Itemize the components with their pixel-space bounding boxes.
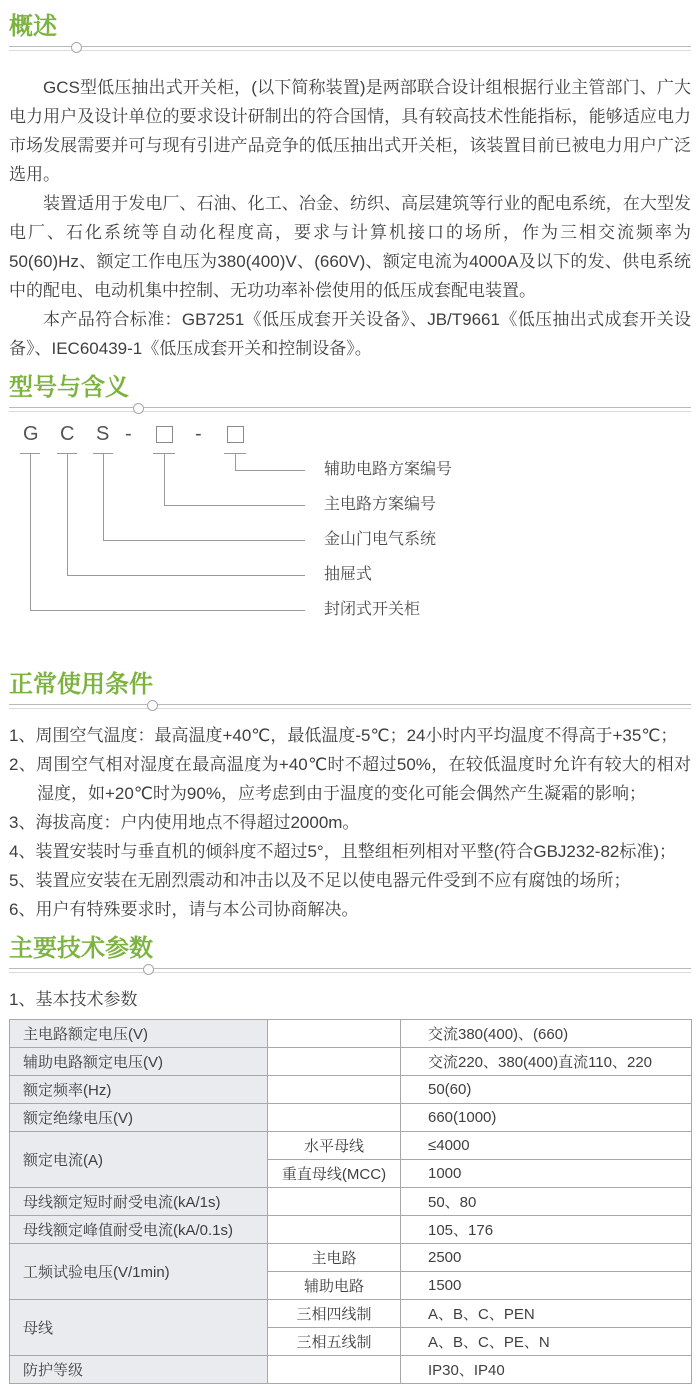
placeholder-box-aux bbox=[227, 426, 244, 443]
placeholder-box-main bbox=[156, 426, 173, 443]
param-label: 额定电流(A) bbox=[10, 1132, 268, 1188]
conditions-list bbox=[9, 721, 691, 924]
model-letter-c: C bbox=[60, 423, 75, 445]
param-label: 母线额定峰值耐受电流(kA/0.1s) bbox=[10, 1216, 268, 1244]
param-value: 50(60) bbox=[401, 1076, 692, 1104]
param-value: 2500 bbox=[401, 1244, 692, 1272]
divider-dot bbox=[133, 403, 144, 414]
model-code-diagram bbox=[9, 422, 691, 624]
param-subcategory: 重直母线(MCC) bbox=[268, 1160, 401, 1188]
param-subcategory: 辅助电路 bbox=[268, 1272, 401, 1300]
table-row bbox=[10, 1188, 692, 1216]
table-row bbox=[10, 1216, 692, 1244]
table-row bbox=[10, 1356, 692, 1384]
condition-item: 6、用户有特殊要求时，请与本公司协商解决。 bbox=[9, 900, 359, 919]
param-subcategory bbox=[268, 1188, 401, 1216]
diagram-label: 主电路方案编号 bbox=[324, 496, 437, 513]
param-value: A、B、C、PE、N bbox=[401, 1328, 692, 1356]
overview-paragraph: 装置适用于发电厂、石油、化工、冶金、纺织、高层建筑等行业的配电系统，在大型发电厂、石化系统等自动化程度高，要求与计算机接口的场所，作为三相交流频率为50(60)Hz、额定工作电压为380(400)V、(660V)、额定电流为4000A及以下的发、供电系统中的配电、电动机集中控制、无功功率补偿使用的低压成套配电装置。 bbox=[9, 194, 691, 300]
diagram-label: 辅助电路方案编号 bbox=[324, 461, 453, 478]
param-value: 50、80 bbox=[401, 1188, 692, 1216]
param-value: 交流220、380(400)直流110、220 bbox=[401, 1048, 692, 1076]
param-label: 额定频率(Hz) bbox=[10, 1076, 268, 1104]
diagram-label: 封闭式开关柜 bbox=[324, 601, 421, 618]
param-value: A、B、C、PEN bbox=[401, 1300, 692, 1328]
table-row bbox=[10, 1132, 692, 1160]
overview-section-title: 概述 bbox=[9, 13, 57, 40]
param-subcategory bbox=[268, 1048, 401, 1076]
param-subcategory bbox=[268, 1076, 401, 1104]
connector-line-g bbox=[30, 453, 305, 611]
table-row bbox=[10, 1244, 692, 1272]
param-subcategory: 水平母线 bbox=[268, 1132, 401, 1160]
divider-dot bbox=[71, 42, 82, 53]
params-subtitle: 1、基本技术参数 bbox=[9, 990, 138, 1009]
conditions-section-title: 正常使用条件 bbox=[9, 671, 153, 698]
param-value: 660(1000) bbox=[401, 1104, 692, 1132]
model-letter-s: S bbox=[96, 423, 110, 445]
param-value: 105、176 bbox=[401, 1216, 692, 1244]
param-label: 母线额定短时耐受电流(kA/1s) bbox=[10, 1188, 268, 1216]
param-label: 母线 bbox=[10, 1300, 268, 1356]
section-divider bbox=[9, 46, 691, 51]
condition-item: 4、装置安装时与垂直机的倾斜度不超过5°，且整组柜列相对平整(符合GBJ232-82标准)； bbox=[9, 842, 677, 861]
basic-params-table bbox=[9, 1019, 692, 1384]
section-divider bbox=[9, 407, 691, 412]
param-value: 1500 bbox=[401, 1272, 692, 1300]
param-value: 1000 bbox=[401, 1160, 692, 1188]
param-label: 防护等级 bbox=[10, 1356, 268, 1384]
section-divider bbox=[9, 968, 691, 973]
param-subcategory bbox=[268, 1216, 401, 1244]
param-value: 交流380(400)、(660) bbox=[401, 1020, 692, 1048]
table-row bbox=[10, 1020, 692, 1048]
condition-item: 3、海拔高度：户内使用地点不得超过2000m。 bbox=[9, 813, 360, 832]
param-subcategory: 三相四线制 bbox=[268, 1300, 401, 1328]
model-letter-g: G bbox=[23, 423, 39, 445]
param-subcategory bbox=[268, 1356, 401, 1384]
section-divider bbox=[9, 704, 691, 709]
model-section-title: 型号与含义 bbox=[9, 374, 129, 401]
param-value: IP30、IP40 bbox=[401, 1356, 692, 1384]
param-label: 主电路额定电压(V) bbox=[10, 1020, 268, 1048]
params-section-title: 主要技术参数 bbox=[9, 935, 153, 962]
param-subcategory bbox=[268, 1104, 401, 1132]
overview-paragraph: 本产品符合标准：GB7251《低压成套开关设备》、JB/T9661《低压抽出式成套开关设备》、IEC60439-1《低压成套开关和控制设备》。 bbox=[9, 310, 691, 358]
overview-paragraph: GCS型低压抽出式开关柜，(以下简称装置)是两部联合设计组根据行业主管部门、广大电力用户及设计单位的要求设计研制出的符合国情，具有较高技术性能指标，能够适应电力市场发展需要并可与现有引进产品竞争的低压抽出式开关柜，该装置目前已被电力用户广泛选用。 bbox=[9, 78, 691, 184]
table-row bbox=[10, 1300, 692, 1328]
diagram-label: 抽屉式 bbox=[324, 566, 373, 583]
model-dash: - bbox=[195, 423, 202, 445]
diagram-label: 金山门电气系统 bbox=[324, 531, 437, 548]
table-row bbox=[10, 1048, 692, 1076]
param-label: 工频试验电压(V/1min) bbox=[10, 1244, 268, 1300]
param-subcategory bbox=[268, 1020, 401, 1048]
table-row bbox=[10, 1104, 692, 1132]
param-subcategory: 主电路 bbox=[268, 1244, 401, 1272]
condition-item: 2、周围空气相对湿度在最高温度为+40℃时不超过50%，在较低温度时允许有较大的相对湿度，如+20℃时为90%，应考虑到由于温度的变化可能会偶然产生凝霜的影响； bbox=[9, 755, 691, 803]
param-label: 辅助电路额定电压(V) bbox=[10, 1048, 268, 1076]
divider-dot bbox=[147, 700, 158, 711]
model-dash: - bbox=[125, 423, 132, 445]
condition-item: 1、周围空气温度：最高温度+40℃，最低温度-5℃；24小时内平均温度不得高于+35℃； bbox=[9, 726, 678, 745]
divider-dot bbox=[143, 964, 154, 975]
param-subcategory: 三相五线制 bbox=[268, 1328, 401, 1356]
table-row bbox=[10, 1076, 692, 1104]
condition-item: 5、装置应安装在无剧烈震动和冲击以及不足以使电器元件受到不应有腐蚀的场所； bbox=[9, 871, 631, 890]
param-value: ≤4000 bbox=[401, 1132, 692, 1160]
param-label: 额定绝缘电压(V) bbox=[10, 1104, 268, 1132]
